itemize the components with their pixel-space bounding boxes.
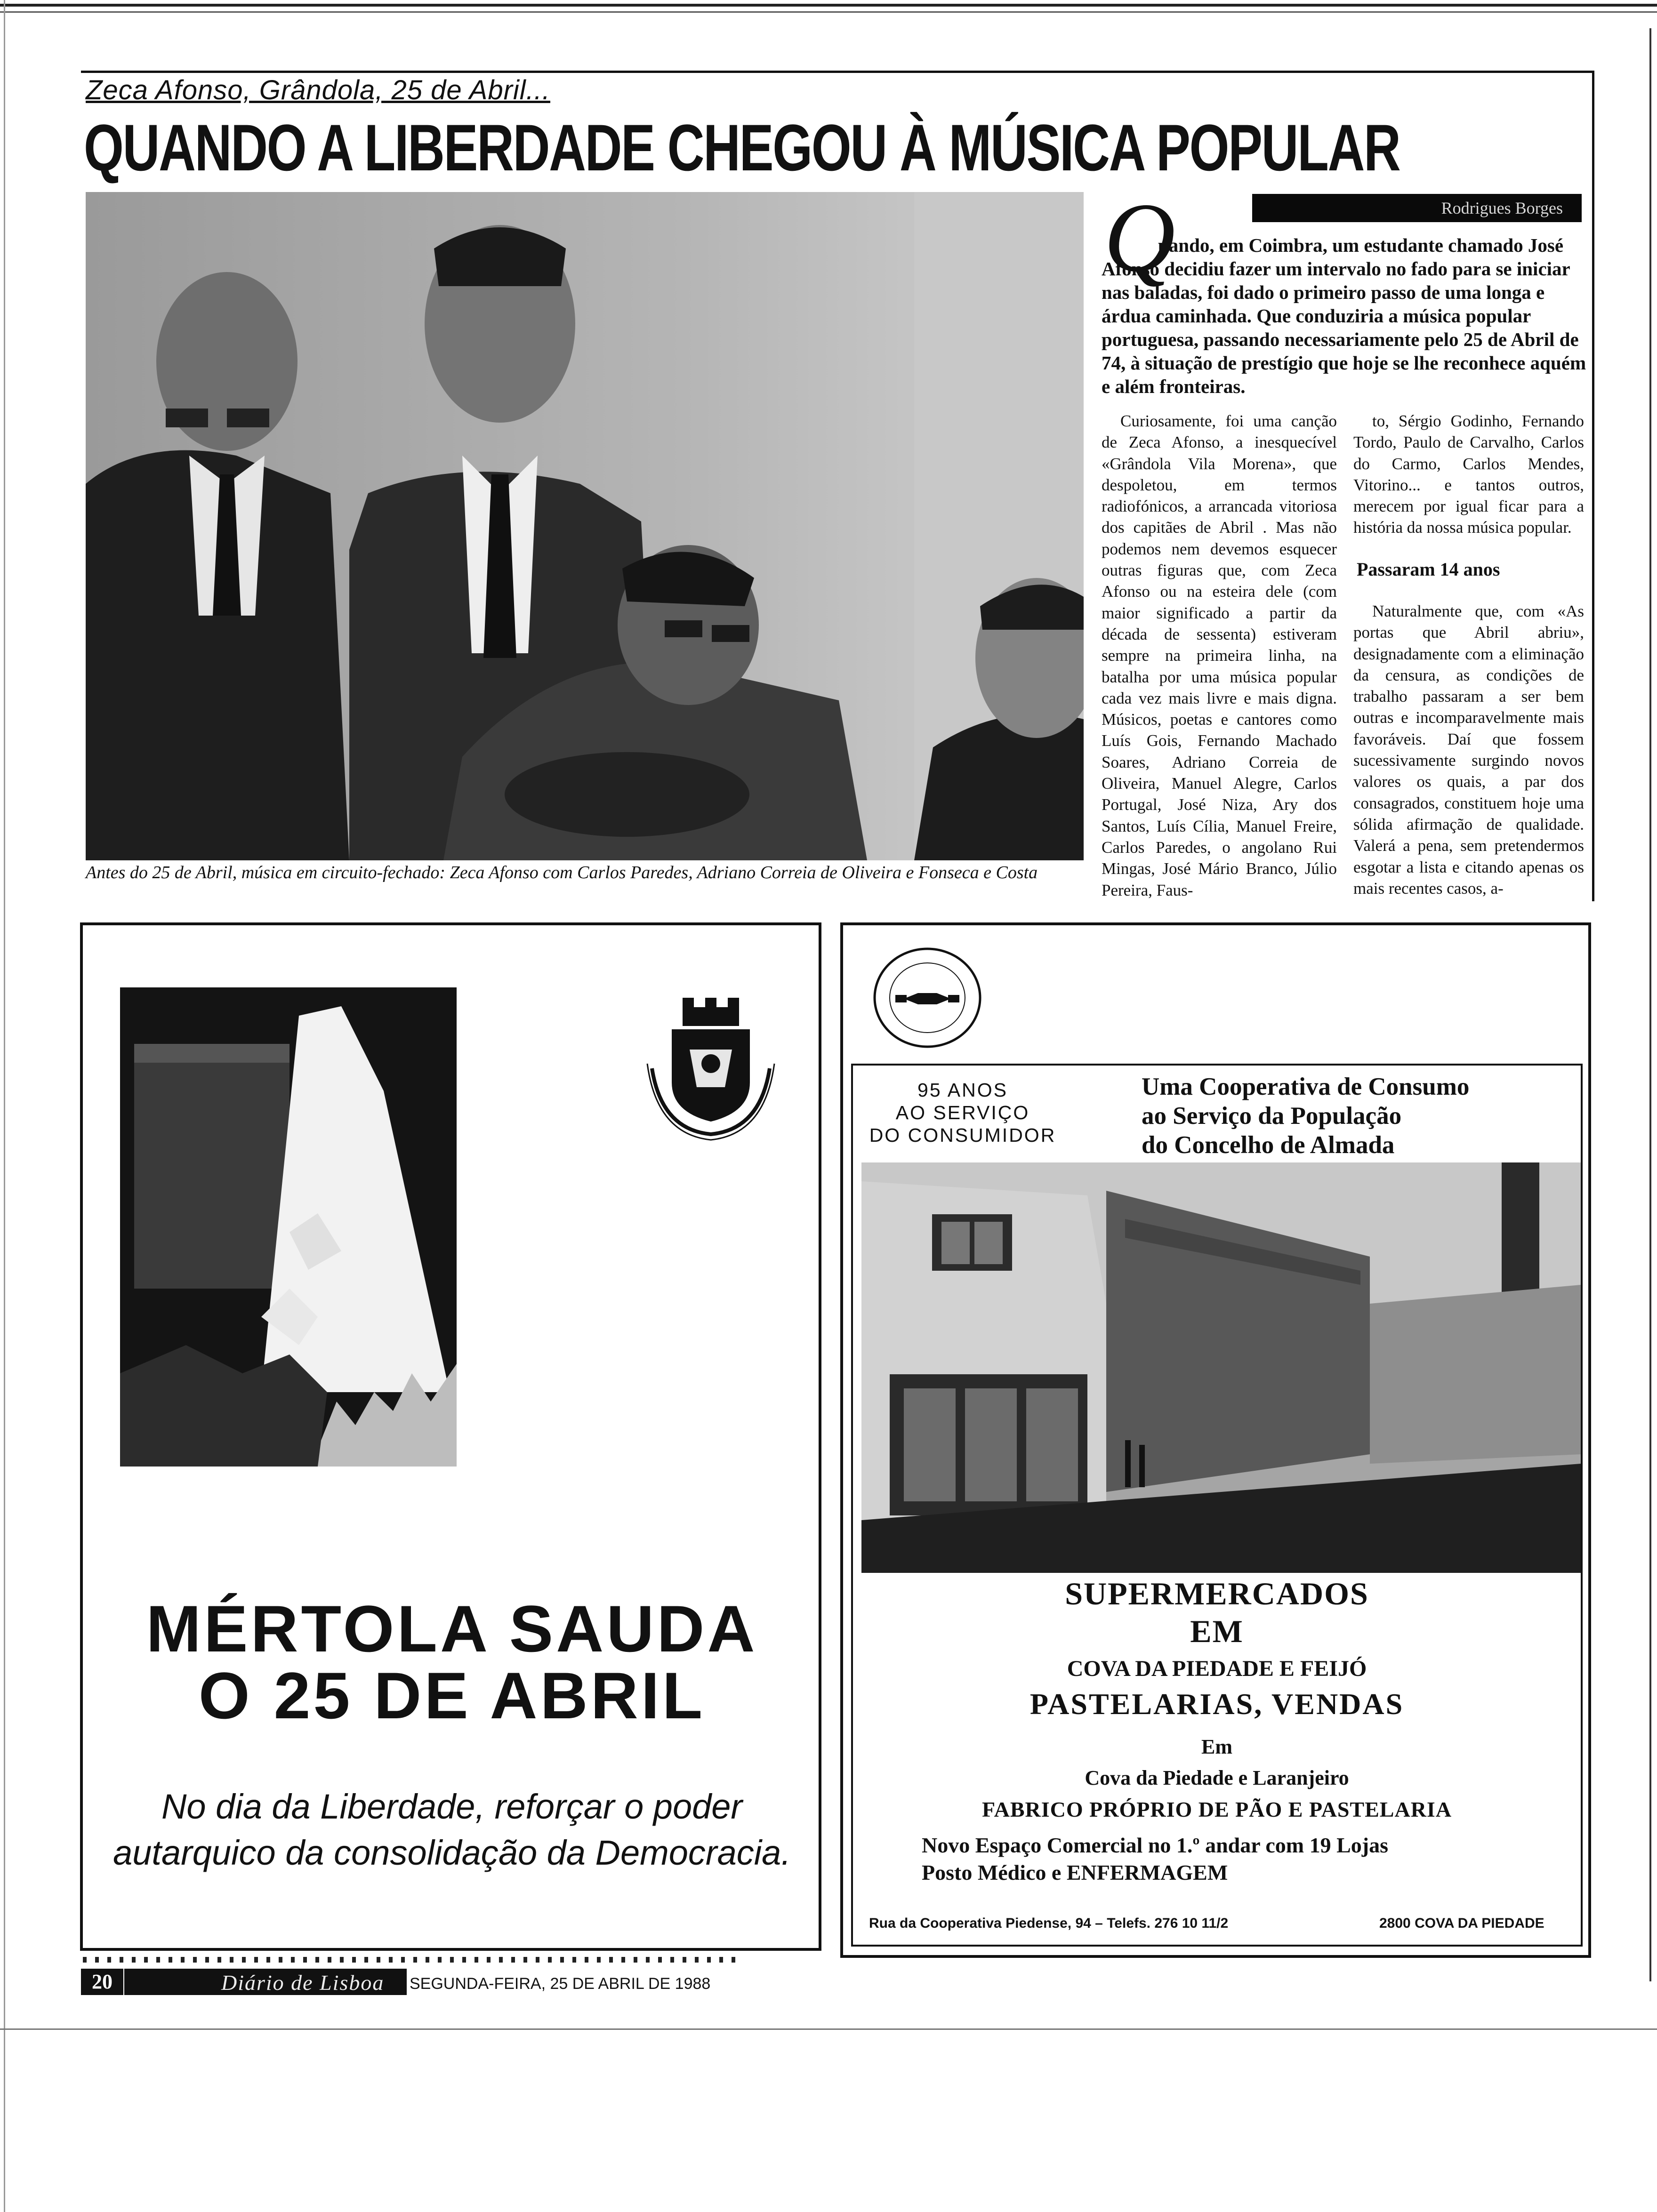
byline: Rodrigues Borges (1252, 194, 1582, 222)
article-subhead: Passaram 14 anos (1357, 559, 1500, 580)
coop-novo-line-1: Novo Espaço Comercial no 1.º andar com 19 Lojas (922, 1833, 1388, 1857)
bottom-rule (0, 2028, 1657, 2030)
coop-em: Em (1201, 1735, 1232, 1758)
article-headline: QUANDO A LIBERDADE CHEGOU À MÚSICA POPULAR (84, 111, 1400, 184)
mertola-slogan: No dia da Liberdade, reforçar o poder autarquico da consolidação da Democracia. (113, 1787, 791, 1872)
coop-supermercados (851, 1575, 1583, 1650)
building-image (861, 1162, 1581, 1573)
page-left-edge (4, 0, 5, 2212)
coop-title-line-3: do Concelho de Almada (1142, 1131, 1395, 1159)
coop-pastelarias: PASTELARIAS, VENDAS (1030, 1687, 1404, 1721)
coop-years (859, 1079, 1066, 1146)
coop-address: Rua da Cooperativa Piedense, 94 – Telefs. 276 10 11/2 (869, 1915, 1229, 1931)
page-number: 20 (81, 1969, 123, 1995)
coop-years-line-2: AO SERVIÇO (895, 1102, 1030, 1123)
coop-fabrico: FABRICO PRÓPRIO DE PÃO E PASTELARIA (981, 1797, 1452, 1821)
article-photo (86, 192, 1084, 860)
photo-musicians (86, 192, 1084, 860)
coop-novo-line-2: Posto Médico e ENFERMAGEM (922, 1860, 1228, 1884)
coop-locations: Cova da Piedade e Laranjeiro (1085, 1766, 1349, 1789)
coop-places: COVA DA PIEDADE E FEIJÓ (1067, 1656, 1367, 1681)
coop-supermercados-line-1: SUPERMERCADOS (1065, 1576, 1369, 1611)
top-rule (0, 4, 1657, 7)
coop-title (1142, 1072, 1469, 1160)
coop-years-line-3: DO CONSUMIDOR (869, 1124, 1056, 1146)
coop-years-line-1: 95 ANOS (917, 1079, 1008, 1101)
article-lead: uando, em Coimbra, um estudante chamado José Afonso decidiu fazer um intervalo no fado para se iniciar nas baladas, foi dado o primeiro passo de uma longa e árdua caminhada. Que conduziria a música popular portuguesa, passando necessariamente pelo 25 de Abril de 74, à situação de prestígio que hoje se lhe reconhece aquém e além fronteiras. (1102, 234, 1586, 397)
article-kicker: Zeca Afonso, Grândola, 25 de Abril... (86, 75, 551, 105)
article-column-2-continued: Naturalmente que, com «As portas que Abril abriu», designadamente com a eliminação da censura, as condições de trabalho passaram a ser bem outras e incomparavelmente mais favoráveis. Daí que fossem sucessivamente surgindo novos valores os quais, a par dos consagrados, constituem hoje uma sólida afirmação de qualidade. Valerá a pena, sem pretendermos esgotar a lista e citando apenas os mais recentes casos, a- (1353, 602, 1584, 898)
coop-logo (871, 946, 984, 1050)
coop-title-line-2: ao Serviço da População (1142, 1102, 1402, 1130)
coop-novo-espaco (922, 1832, 1388, 1886)
footer-dot-rule (83, 1957, 737, 1963)
coat-of-arms-icon (624, 993, 798, 1144)
page-right-edge (1649, 28, 1651, 1981)
article-column-2: to, Sérgio Godinho, Fernando Tordo, Paulo de Carvalho, Carlos do Carmo, Carlos Mendes, Vitorino... e tantos outros, merecem por igual ficar para a história da nossa música popular. (1353, 412, 1584, 537)
mertola-crest (624, 993, 798, 1144)
newspaper-masthead: Diário de Lisboa (221, 1971, 385, 1995)
photo-caption: Antes do 25 de Abril, música em circuito-fechado: Zeca Afonso com Carlos Paredes, Adriano Correia de Oliveira e Fonseca e Costa (86, 863, 1038, 882)
mertola-title-line-2: O 25 DE ABRIL (198, 1659, 706, 1732)
coop-title-line-1: Uma Cooperativa de Consumo (1142, 1073, 1470, 1100)
castle-image (120, 987, 457, 1467)
coop-building-photo (861, 1162, 1581, 1573)
coop-city: 2800 COVA DA PIEDADE (1379, 1915, 1544, 1931)
article-column-1: Curiosamente, foi uma canção de Zeca Afonso, a inesquecível «Grândola Vila Morena», que despoletou, em termos radiofónicos, a arrancada vitoriosa dos capitães de Abril . Mas não podemos nem devemos esquecer outras figuras que, com Zeca Afonso ou na esteira dele (com maior significado a partir da década de sessenta) estiveram sempre na primeira linha, na batalha por uma música popular cada vez mais livre e mais digna. Músicos, poetas e cantores como Luís Gois, Fernando Machado Soares, Adriano Correia de Oliveira, Manuel Alegre, Carlos Portugal, José Niza, Ary dos Santos, Luís Cília, Manuel Freire, Carlos Paredes, o angolano Rui Mingas, José Mário Branco, Júlio Pereira, Faus- (1102, 412, 1337, 899)
top-rule-thin (0, 11, 1657, 13)
drop-cap: Q (1104, 183, 1175, 292)
mertola-castle-photo (120, 987, 457, 1467)
handshake-seal-icon (871, 946, 984, 1050)
mertola-title (89, 1592, 814, 1732)
mertola-title-line-1: MÉRTOLA SAUDA (146, 1592, 758, 1666)
coop-supermercados-line-2: EM (1190, 1613, 1244, 1649)
footer-date: SEGUNDA-FEIRA, 25 DE ABRIL DE 1988 (410, 1975, 711, 1993)
